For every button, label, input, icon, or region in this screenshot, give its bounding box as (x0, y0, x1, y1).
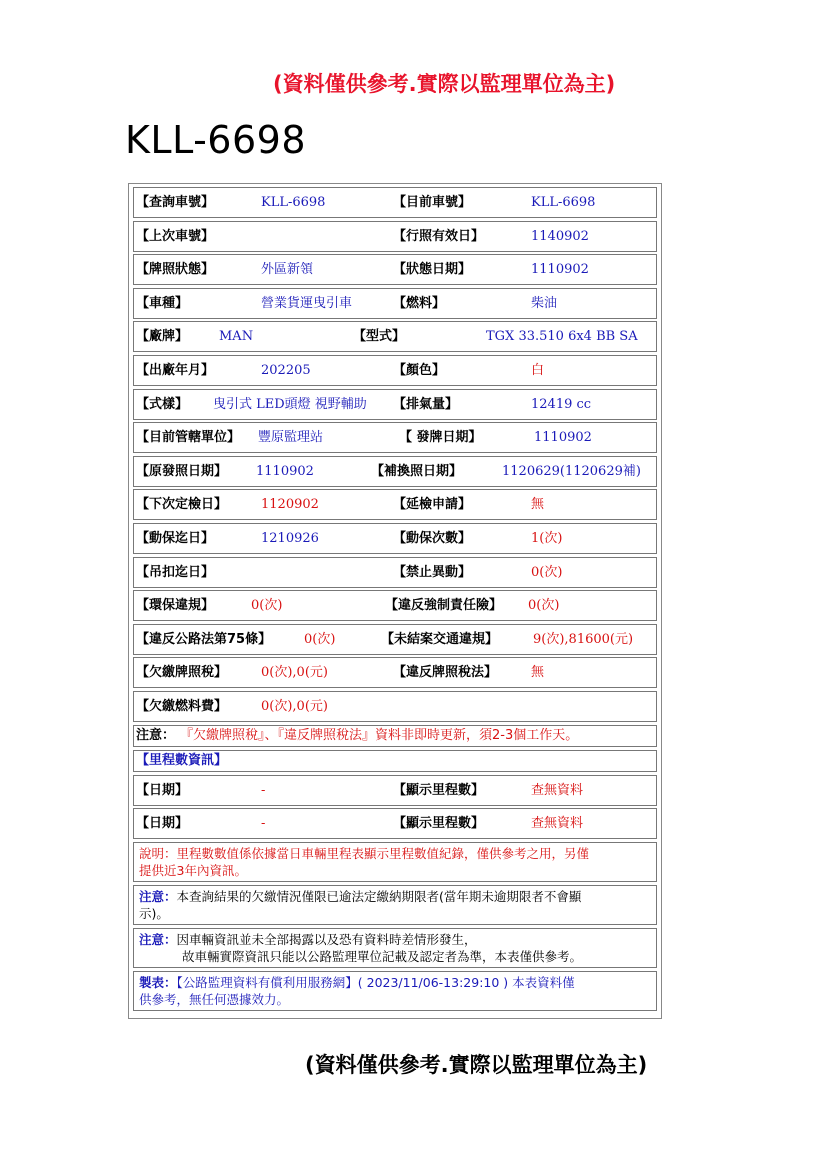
table-row (133, 590, 657, 621)
field-value: 0(次) (304, 631, 336, 647)
field-label: 【排氣量】 (393, 396, 459, 412)
field-label: 【吊扣迄日】 (136, 564, 215, 580)
field-label: 【上次車號】 (136, 228, 215, 244)
mileage-row (133, 775, 657, 806)
note-text: 『欠繳牌照稅』、『違反牌照稅法』資料非即時更新，須2-3個工作天。 (180, 727, 579, 743)
note-label: 製表： (139, 974, 177, 990)
field-label: 【 發牌日期】 (399, 430, 482, 446)
field-value: 曳引式 LED頭燈 視野輔助 (213, 396, 367, 412)
disclaimer-top: (資料僅供參考.實際以監理單位為主) (273, 72, 616, 96)
field-label: 【牌照狀態】 (136, 262, 215, 278)
field-label: 【欠繳牌照稅】 (136, 665, 228, 681)
maker-note (133, 971, 657, 1011)
field-label: 【違反牌照稅法】 (393, 665, 498, 681)
field-value: 202205 (261, 363, 311, 378)
field-value: 豐原監理站 (258, 430, 324, 446)
field-label: 【目前管轄單位】 (136, 430, 241, 446)
table-row (133, 321, 657, 352)
table-row (133, 355, 657, 386)
table-row (133, 657, 657, 688)
note-line (139, 974, 575, 991)
explanation-line: 說明：里程數數值係依據當日車輛里程表顯示里程數值紀錄，僅供參考之用，另僅 (139, 845, 590, 861)
field-label: 【日期】 (136, 816, 189, 832)
field-label: 【顏色】 (393, 363, 446, 378)
field-value: - (261, 816, 266, 832)
field-value: TGX 33.510 6x4 BB SA (486, 329, 638, 345)
field-label: 【行照有效日】 (393, 228, 485, 244)
field-value: 1120902 (261, 497, 319, 513)
table-row (133, 254, 657, 285)
note-text: 本查詢結果的欠繳情況僅限已逾法定繳納期限者(當年期未逾期限者不會顯 (176, 888, 582, 904)
field-value: 0(次),0(元) (261, 699, 328, 714)
field-value: 0(次) (251, 598, 283, 614)
note-line (139, 888, 581, 905)
field-value: 外區新領 (261, 262, 314, 278)
field-label: 【延檢申請】 (393, 497, 472, 513)
note-line: 供參考，無任何憑據效力。 (139, 991, 290, 1007)
field-value: 無 (531, 497, 545, 513)
mileage-row (133, 808, 657, 839)
field-label: 【型式】 (353, 329, 406, 345)
field-value: 9(次),81600(元) (533, 631, 634, 647)
note-line: 故車輛實際資訊只能以公路監理單位記載及認定者為準，本表僅供參考。 (182, 948, 583, 964)
field-label: 【式樣】 (136, 396, 189, 412)
field-value: 白 (531, 363, 545, 378)
field-label: 【顯示里程數】 (393, 816, 485, 832)
field-label: 【出廠年月】 (136, 363, 215, 378)
explanation-line: 提供近3年內資訊。 (139, 862, 247, 878)
field-label: 【狀態日期】 (393, 262, 472, 278)
mileage-header-text: 【里程數資訊】 (136, 752, 228, 768)
field-value: 0(次) (528, 598, 560, 614)
data-lag-note (133, 928, 657, 968)
note-line: 示)。 (139, 905, 169, 921)
vehicle-info-table (128, 183, 662, 1019)
field-label: 【違反公路法第75條】 (136, 631, 272, 647)
field-value: 查無資料 (531, 782, 584, 798)
field-value: 1140902 (531, 228, 589, 244)
field-label: 【禁止異動】 (393, 564, 472, 580)
field-label: 【廠牌】 (136, 329, 189, 345)
field-value: 查無資料 (531, 816, 584, 832)
field-value: 1110902 (256, 463, 314, 479)
table-row (133, 187, 657, 218)
field-label: 【補換照日期】 (371, 463, 463, 479)
field-label: 【欠繳燃料費】 (136, 699, 228, 714)
field-label: 【查詢車號】 (136, 195, 215, 210)
table-row (133, 221, 657, 252)
note-line (139, 931, 477, 948)
mileage-explanation (133, 842, 657, 882)
field-value: 營業貨運曳引車 (261, 295, 353, 311)
field-value: 1(次) (531, 531, 563, 546)
table-row (133, 523, 657, 554)
field-value: 1210926 (261, 531, 319, 546)
field-value: - (261, 782, 266, 798)
field-label: 【目前車號】 (393, 195, 472, 210)
field-value: 1110902 (531, 262, 589, 278)
table-row (133, 489, 657, 520)
field-value: 0(次) (531, 564, 563, 580)
field-label: 【環保違規】 (136, 598, 215, 614)
table-row (133, 624, 657, 655)
field-value: MAN (219, 329, 254, 345)
note-label: 注意： (139, 888, 177, 904)
table-row (133, 691, 657, 722)
note-label: 注意： (139, 931, 177, 947)
field-value: 柴油 (531, 295, 558, 311)
disclaimer-bottom: (資料僅供參考.實際以監理單位為主) (305, 1053, 648, 1077)
table-row (133, 557, 657, 588)
field-value: 無 (531, 665, 545, 681)
field-label: 【動保迄日】 (136, 531, 215, 546)
field-label: 【原發照日期】 (136, 463, 228, 479)
field-value: 1110902 (534, 430, 592, 446)
plate-title: KLL-6698 (125, 118, 307, 162)
table-row (133, 288, 657, 319)
field-value: KLL-6698 (531, 195, 596, 210)
note-text: 【公路監理資料有償利用服務網】( 2023/11/06-13:29:10 ) 本表資料僅 (176, 974, 575, 990)
field-label: 【顯示里程數】 (393, 782, 485, 798)
table-row (133, 389, 657, 420)
field-value: KLL-6698 (261, 195, 326, 210)
field-label: 【違反強制責任險】 (385, 598, 503, 614)
table-row (133, 456, 657, 487)
field-value: 0(次),0(元) (261, 665, 328, 681)
field-label: 【燃料】 (393, 295, 446, 311)
field-label: 【未結案交通違規】 (381, 631, 499, 647)
note-text: 因車輛資訊並未全部揭露以及恐有資料時差情形發生， (176, 931, 477, 947)
tax-note (133, 725, 657, 747)
mileage-header (133, 750, 657, 772)
field-value: 12419 cc (531, 396, 592, 412)
field-label: 【日期】 (136, 782, 189, 798)
field-label: 【車種】 (136, 295, 189, 311)
field-value: 1120629(1120629補) (502, 463, 641, 479)
overdue-note (133, 885, 657, 925)
field-label: 【下次定檢日】 (136, 497, 228, 513)
note-label: 注意： (136, 727, 176, 743)
table-row (133, 422, 657, 453)
field-label: 【動保次數】 (393, 531, 472, 546)
